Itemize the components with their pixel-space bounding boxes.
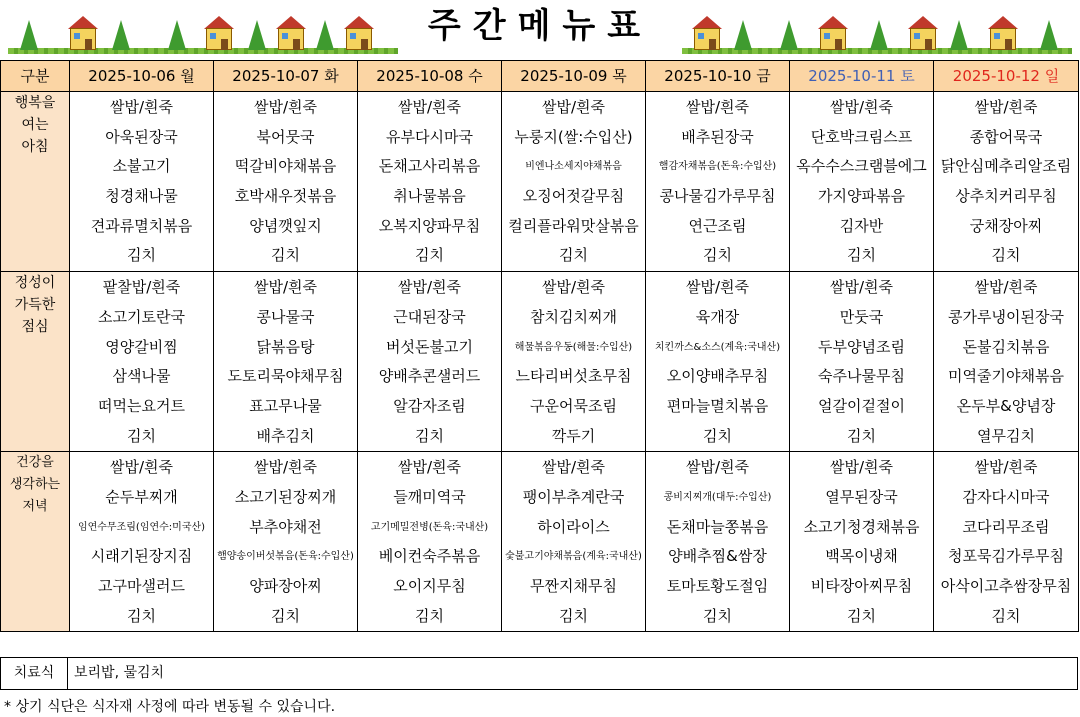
menu-item: 해물볶음우동(해물:수입산): [514, 341, 633, 353]
menu-item: 고구마샐러드: [98, 577, 185, 595]
menu-cell: [214, 452, 358, 632]
tree-icon: [780, 20, 798, 50]
menu-item: 만둣국: [839, 307, 884, 326]
menu-item: 쌀밥/흰죽: [685, 98, 749, 116]
meal-label-line: 여는: [21, 117, 49, 133]
grass-decoration: [8, 48, 398, 54]
menu-item: 닭볶음탕: [256, 337, 315, 356]
menu-item: 참치김치찌개: [530, 307, 617, 326]
meal-label-line: 아침: [21, 139, 49, 155]
menu-item: 청경채나물: [105, 187, 178, 206]
menu-item: 떡갈비야채볶음: [234, 157, 337, 176]
menu-cell: [214, 272, 358, 452]
menu-item: 김치: [703, 246, 732, 265]
menu-item: 김치: [991, 246, 1021, 265]
menu-item: 가지양파볶음: [818, 187, 905, 206]
menu-item: 쌀밥/흰죽: [109, 98, 173, 116]
menu-item: 베이컨숙주볶음: [378, 547, 481, 566]
menu-item: 쌀밥/흰죽: [541, 98, 605, 116]
day-header: 2025-10-10 금: [646, 61, 790, 92]
menu-item: 양파장아찌: [249, 577, 322, 595]
menu-item: 열무된장국: [825, 487, 898, 506]
menu-cell: [358, 272, 502, 452]
menu-item: 열무김치: [977, 426, 1035, 445]
menu-item: 양배추찜&쌈장: [668, 547, 767, 566]
menu-item: 돈채고사리볶음: [378, 157, 481, 176]
tree-icon: [1040, 20, 1058, 50]
menu-item: 쌀밥/흰죽: [974, 278, 1038, 297]
menu-item: 오이지무침: [393, 577, 466, 595]
menu-item: 쌀밥/흰죽: [829, 458, 893, 477]
menu-item: 김치: [127, 246, 156, 265]
day-header-saturday: 2025-10-11 토: [790, 61, 934, 92]
tree-icon: [248, 20, 266, 50]
menu-item: 팥찰밥/흰죽: [102, 278, 181, 297]
meal-label-line: 행복을: [14, 95, 56, 111]
tree-icon: [316, 20, 334, 50]
menu-item: 김치: [991, 606, 1021, 625]
menu-item: 햄양송이버섯볶음(돈육:수입산): [217, 551, 354, 563]
meal-row: [1, 272, 1079, 452]
menu-item: 쌀밥/흰죽: [253, 98, 317, 116]
menu-item: 양배추콘샐러드: [378, 367, 481, 386]
menu-item: 두부양념조림: [818, 337, 905, 356]
menu-item: 아욱된장국: [105, 127, 178, 146]
menu-cell: [934, 92, 1079, 272]
menu-item: 배추김치: [256, 426, 315, 445]
house-icon: [70, 28, 96, 50]
menu-item: 쌀밥/흰죽: [253, 458, 317, 477]
house-icon: [206, 28, 232, 50]
menu-item: 상추치커리무침: [955, 187, 1057, 206]
tree-icon: [168, 20, 186, 50]
menu-item: 김치: [415, 246, 444, 265]
menu-item: 비타장아찌무침: [810, 577, 913, 595]
meal-label-line: 건강을: [16, 455, 54, 471]
menu-item: 느타리버섯초무침: [515, 367, 632, 386]
day-header: 2025-10-07 화: [214, 61, 358, 92]
menu-item: 오복지양파무침: [378, 216, 481, 235]
menu-item: 김치: [703, 606, 732, 625]
day-header-sunday: 2025-10-12 일: [934, 61, 1079, 92]
menu-item: 깍두기: [551, 426, 596, 445]
menu-item: 들깨미역국: [393, 487, 466, 506]
menu-item: 양념깻잎지: [249, 216, 322, 235]
menu-item: 북어뭇국: [256, 127, 315, 146]
house-icon: [694, 28, 720, 50]
menu-item: 김치: [127, 606, 156, 625]
meal-label-line: 점심: [21, 319, 49, 336]
menu-item: 김치: [415, 426, 444, 445]
menu-cell: [934, 272, 1079, 452]
tree-icon: [20, 20, 38, 50]
meal-row: [1, 452, 1079, 632]
menu-item: 표고무나물: [249, 396, 322, 415]
menu-item: 하이라이스: [537, 517, 610, 536]
menu-item: 무짠지채무침: [530, 577, 617, 595]
menu-item: 소고기토란국: [98, 307, 185, 326]
page-title: 주간메뉴표: [427, 6, 653, 46]
menu-item: 쌀밥/흰죽: [397, 458, 461, 477]
tree-icon: [950, 20, 968, 50]
header-row: [1, 61, 1079, 92]
menu-item: 알감자조림: [393, 396, 466, 415]
banner: [0, 0, 1080, 58]
menu-item: 숙주나물무침: [818, 367, 905, 386]
menu-cell: [502, 452, 646, 632]
day-header: 2025-10-08 수: [358, 61, 502, 92]
menu-item: 연근조림: [688, 216, 747, 235]
menu-item: 쌀밥/흰죽: [541, 458, 605, 477]
menu-item: 떠먹는요거트: [98, 396, 185, 415]
menu-item: 옥수수스크램블에그: [796, 157, 927, 176]
menu-item: 누룽지(쌀:수입산): [514, 127, 633, 146]
therapy-diet-value: 보리밥, 물김치: [68, 657, 1078, 690]
meal-label: [1, 452, 70, 632]
menu-item: 구운어묵조림: [530, 396, 617, 415]
menu-cell: [502, 92, 646, 272]
menu-cell: [70, 92, 214, 272]
house-icon: [278, 28, 304, 50]
menu-item: 치킨까스&소스(계육:국내산): [654, 341, 781, 353]
menu-item: 김치: [559, 606, 588, 625]
menu-item: 콩가루냉이된장국: [948, 307, 1064, 326]
menu-item: 취나물볶음: [393, 187, 466, 206]
menu-item: 쌀밥/흰죽: [253, 278, 317, 297]
menu-item: 순두부찌개: [105, 487, 178, 506]
therapy-diet-label: 치료식: [0, 657, 68, 690]
meal-label-line: 생각하는: [9, 477, 61, 493]
menu-item: 쌀밥/흰죽: [974, 98, 1038, 116]
menu-item: 쌀밥/흰죽: [829, 278, 893, 297]
menu-item: 닭안심메추리알조림: [940, 157, 1072, 176]
menu-item: 김치: [703, 426, 732, 445]
menu-item: 코다리무조림: [962, 517, 1050, 536]
meal-label: [1, 272, 70, 452]
menu-cell: [214, 92, 358, 272]
tree-icon: [112, 20, 130, 50]
menu-item: 오이양배추무침: [666, 367, 769, 386]
menu-item: 김치: [271, 606, 300, 625]
menu-item: 소불고기: [112, 157, 171, 176]
menu-item: 도토리묵야채무침: [227, 367, 344, 386]
menu-item: 쌀밥/흰죽: [397, 278, 461, 297]
menu-item: 아삭이고추쌈장무침: [940, 577, 1072, 595]
meal-label: [1, 92, 70, 272]
menu-item: 햄감자채볶음(돈육:수입산): [658, 161, 777, 173]
menu-item: 감자다시마국: [962, 487, 1050, 506]
house-icon: [910, 28, 936, 50]
header-corner: 구분: [1, 61, 70, 92]
menu-item: 궁채장아찌: [969, 216, 1043, 235]
menu-cell: [502, 272, 646, 452]
menu-item: 김치: [415, 606, 444, 625]
menu-cell: [358, 92, 502, 272]
menu-item: 배추된장국: [681, 127, 754, 146]
menu-item: 쌀밥/흰죽: [685, 278, 749, 297]
menu-cell: [646, 452, 790, 632]
menu-item: 쌀밥/흰죽: [829, 98, 893, 116]
menu-item: 견과류멸치볶음: [90, 216, 193, 235]
menu-item: 얼갈이겉절이: [818, 396, 905, 415]
house-icon: [990, 28, 1016, 50]
menu-item: 시래기된장지짐: [90, 547, 193, 566]
menu-item: 오징어젓갈무침: [522, 187, 625, 206]
menu-item: 김치: [271, 246, 300, 265]
menu-item: 부추야채전: [249, 517, 322, 536]
tree-icon: [870, 20, 888, 50]
menu-item: 콩나물김가루무침: [659, 187, 776, 206]
menu-item: 쌀밥/흰죽: [685, 458, 749, 477]
menu-cell: [934, 452, 1079, 632]
menu-item: 돈불김치볶음: [962, 337, 1050, 356]
menu-item: 백목이냉채: [825, 547, 898, 566]
meal-row: [1, 92, 1079, 272]
house-icon: [820, 28, 846, 50]
menu-item: 단호박크림스프: [810, 127, 913, 146]
menu-item: 임연수무조림(임연수:미국산): [77, 521, 206, 533]
menu-item: 편마늘멸치볶음: [666, 396, 769, 415]
menu-item: 영양갈비찜: [105, 337, 178, 356]
menu-item: 김치: [847, 426, 876, 445]
menu-item: 온두부&양념장: [956, 396, 1056, 415]
menu-item: 숯불고기야채볶음(계육:국내산): [505, 551, 642, 563]
day-header: 2025-10-09 목: [502, 61, 646, 92]
weekly-menu-table: [0, 60, 1079, 632]
menu-item: 팽이부추계란국: [522, 487, 625, 506]
menu-item: 미역줄기야채볶음: [948, 367, 1064, 386]
meal-label-line: 저녁: [22, 499, 48, 515]
menu-item: 삼색나물: [112, 367, 171, 386]
menu-item: 쌀밥/흰죽: [109, 458, 173, 477]
menu-item: 비엔나소세지야채볶음: [525, 161, 622, 173]
menu-item: 육개장: [695, 307, 740, 326]
menu-cell: [358, 452, 502, 632]
house-icon: [346, 28, 372, 50]
menu-item: 쌀밥/흰죽: [397, 98, 461, 116]
menu-cell: [790, 452, 934, 632]
menu-item: 돈채마늘쫑볶음: [666, 517, 769, 536]
menu-item: 김자반: [839, 216, 884, 235]
menu-item: 콩나물국: [256, 307, 315, 326]
menu-item: 소고기청경채볶음: [803, 517, 920, 536]
menu-item: 쌀밥/흰죽: [974, 458, 1038, 477]
day-header: 2025-10-06 월: [70, 61, 214, 92]
meal-label-line: 가득한: [14, 297, 56, 314]
tree-icon: [734, 20, 752, 50]
footnote: * 상기 식단은 식자재 사정에 따라 변동될 수 있습니다.: [4, 699, 336, 715]
menu-item: 김치: [127, 426, 156, 445]
menu-item: 종합어묵국: [969, 127, 1043, 146]
menu-cell: [790, 92, 934, 272]
menu-item: 쌀밥/흰죽: [541, 278, 605, 297]
menu-cell: [790, 272, 934, 452]
menu-item: 소고기된장찌개: [234, 487, 337, 506]
menu-item: 유부다시마국: [386, 127, 473, 146]
menu-item: 콩비지찌개(대두:수입산): [663, 491, 772, 503]
menu-cell: [646, 92, 790, 272]
menu-cell: [70, 272, 214, 452]
menu-item: 근대된장국: [393, 307, 466, 326]
menu-item: 김치: [847, 246, 876, 265]
menu-item: 김치: [559, 246, 588, 265]
menu-cell: [646, 272, 790, 452]
meal-label-line: 정성이: [14, 275, 56, 292]
menu-item: 호박새우젓볶음: [234, 187, 337, 206]
menu-item: 버섯돈불고기: [386, 337, 473, 356]
menu-item: 고기메밀전병(돈육:국내산): [370, 521, 489, 533]
menu-item: 토마토황도절임: [666, 577, 769, 595]
menu-item: 청포묵김가루무침: [948, 547, 1064, 566]
menu-item: 컬리플라워맛살볶음: [508, 216, 639, 235]
menu-cell: [70, 452, 214, 632]
menu-item: 김치: [847, 606, 876, 625]
